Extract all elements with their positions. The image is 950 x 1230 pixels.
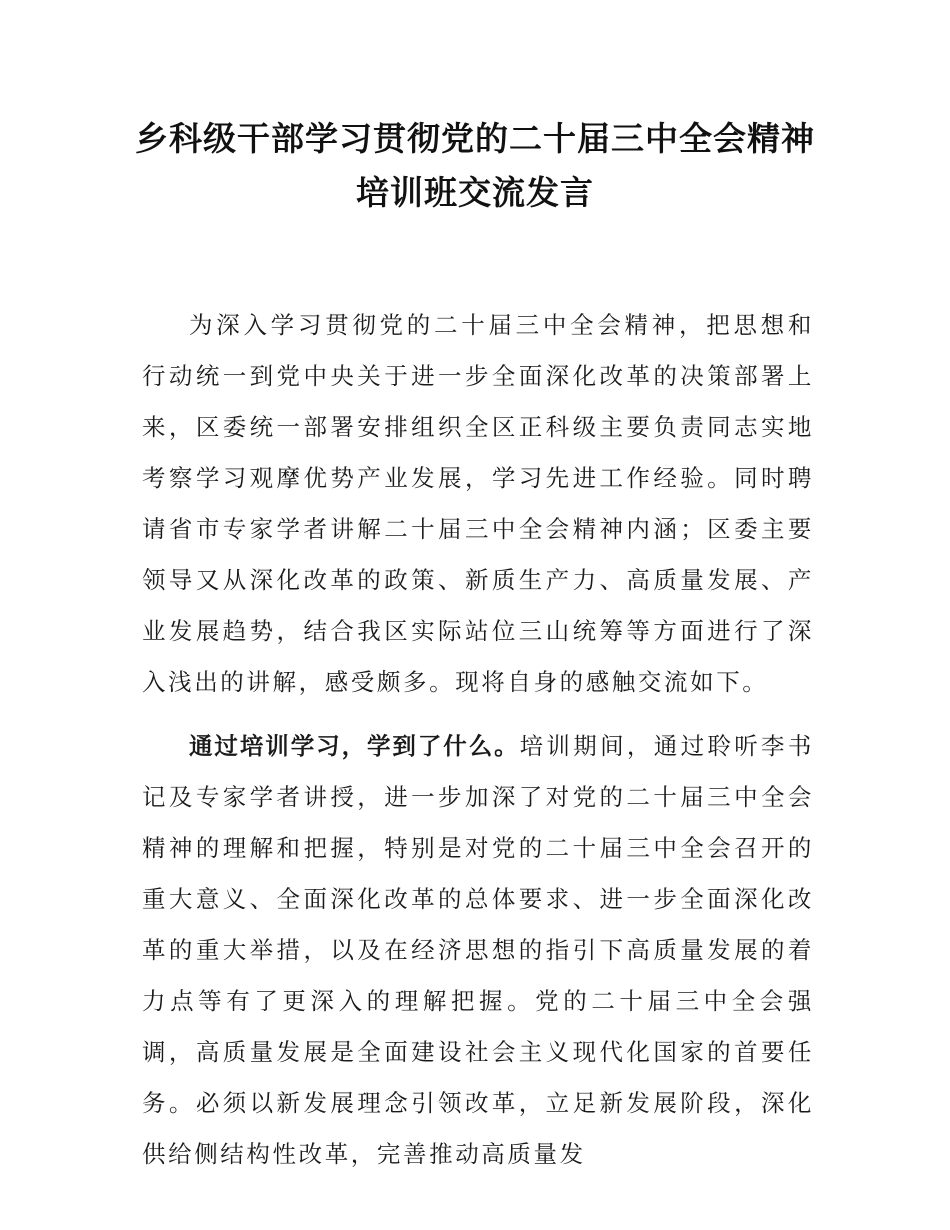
document-title: 乡科级干部学习贯彻党的二十届三中全会精神培训班交流发言	[135, 119, 815, 212]
document-body	[142, 300, 814, 1180]
paragraph-intro	[142, 300, 814, 708]
paragraph-intro-text: 为深入学习贯彻党的二十届三中全会精神，把思想和行动统一到党中央关于进一步全面深化改革的决策部署上来，区委统一部署安排组织全区正科级主要负责同志实地考察学习观摩优势产业发展，学习先进工作经验。同时聘请省市专家学者讲解二十届三中全会精神内涵；区委主要领导又从深化改革的政策、新质生产力、高质量发展、产业发展趋势，结合我区实际站位三山统筹等方面进行了深入浅出的讲解，感受颇多。现将自身的感触交流如下。	[142, 311, 814, 696]
paragraph-learning-text: 培训期间，通过聆听李书记及专家学者讲授，进一步加深了对党的二十届三中全会精神的理解和把握，特别是对党的二十届三中全会召开的重大意义、全面深化改革的总体要求、进一步全面深化改革的重大举措，以及在经济思想的指引下高质量发展的着力点等有了更深入的理解把握。党的二十届三中全会强调，高质量发展是全面建设社会主义现代化国家的首要任务。必须以新发展理念引领改革，立足新发展阶段，深化供给侧结构性改革，完善推动高质量发	[142, 732, 814, 1168]
paragraph-learning-heading: 通过培训学习，学到了什么。	[189, 732, 520, 760]
paragraph-learning	[142, 721, 814, 1180]
